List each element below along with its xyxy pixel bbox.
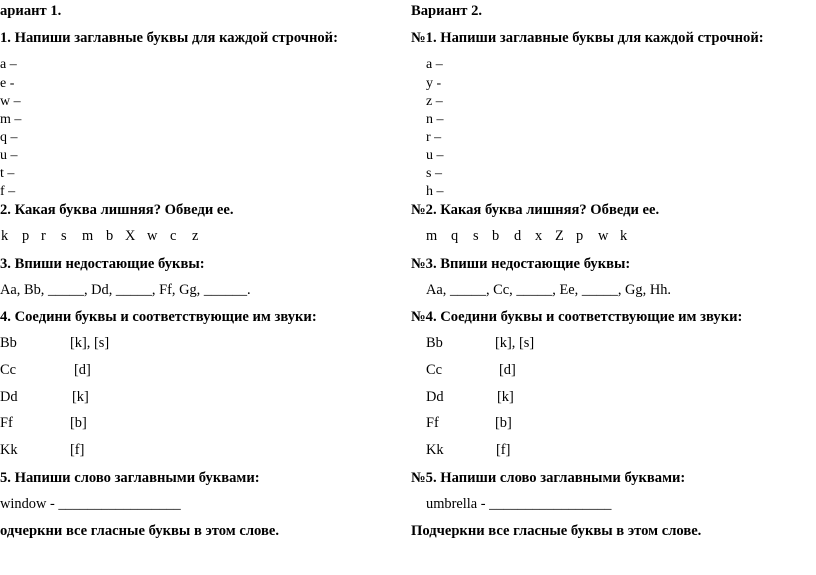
letter-choice: q <box>451 228 459 244</box>
letter-choice: k <box>1 228 9 244</box>
variant-2-match-sound: [b] <box>495 415 512 431</box>
variant-1-underline-instruction: одчеркни все гласные буквы в этом слове. <box>0 523 279 539</box>
variant-1-letter-item: w – <box>0 94 21 109</box>
variant-2-letter-item: a – <box>426 57 443 72</box>
variant-1-letter-item: q – <box>0 130 18 145</box>
variant-2-match-sound: [f] <box>496 442 511 458</box>
letter-choice: x <box>535 228 543 244</box>
letter-choice: s <box>473 228 479 244</box>
letter-choice: m <box>82 228 94 244</box>
variant-1-match-letter: Bb <box>0 335 17 351</box>
variant-1-task-5-heading: 5. Напиши слово заглавными буквами: <box>0 470 260 486</box>
letter-choice: s <box>61 228 67 244</box>
variant-2-letter-item: r – <box>426 130 442 145</box>
variant-2-task-4-heading: №4. Соедини буквы и соответствующие им звуки: <box>411 309 743 325</box>
variant-2-underline-instruction: Подчеркни все гласные буквы в этом слове. <box>411 523 702 539</box>
variant-2-letter-item: n – <box>426 112 444 127</box>
variant-1-letter-item: t – <box>0 166 15 181</box>
variant-1-task-1-heading: 1. Напиши заглавные буквы для каждой строчной: <box>0 30 338 46</box>
variant-2-column <box>411 0 816 575</box>
variant-1-match-sound: [k], [s] <box>70 335 110 351</box>
letter-choice: k <box>620 228 628 244</box>
letter-choice: p <box>576 228 584 244</box>
variant-1-match-sound: [b] <box>70 415 87 431</box>
variant-1-letter-item: u – <box>0 148 18 163</box>
variant-1-letter-item: f – <box>0 184 16 199</box>
letter-choice: m <box>426 228 438 244</box>
letter-choice: d <box>514 228 522 244</box>
letter-choice: w <box>598 228 609 244</box>
letter-choice: Z <box>555 228 564 244</box>
variant-2-match-letter: Cc <box>426 362 442 378</box>
letter-choice: p <box>22 228 30 244</box>
variant-2-task-5-heading: №5. Напиши слово заглавными буквами: <box>411 470 686 486</box>
variant-1-task-3-heading: 3. Впиши недостающие буквы: <box>0 256 205 272</box>
variant-2-task-2-heading: №2. Какая буква лишняя? Обведи ее. <box>411 202 660 218</box>
variant-2-task-1-heading: №1. Напиши заглавные буквы для каждой строчной: <box>411 30 764 46</box>
variant-1-title: ариант 1. <box>0 3 62 19</box>
variant-2-missing-letters-line: Aa, _____, Cc, _____, Ee, _____, Gg, Hh. <box>426 282 672 298</box>
variant-1-task-2-heading: 2. Какая буква лишняя? Обведи ее. <box>0 202 234 218</box>
variant-1-match-letter: Ff <box>0 415 13 431</box>
variant-1-word-line: window - _________________ <box>0 496 181 512</box>
variant-2-title: Вариант 2. <box>411 3 483 19</box>
variant-1-match-sound: [f] <box>70 442 85 458</box>
variant-2-letter-item: z – <box>426 94 443 109</box>
variant-2-match-letter: Dd <box>426 389 444 405</box>
variant-1-match-letter: Dd <box>0 389 18 405</box>
variant-1-letter-item: e - <box>0 76 15 91</box>
variant-2-task-3-heading: №3. Впиши недостающие буквы: <box>411 256 631 272</box>
variant-2-letter-item: y - <box>426 76 442 91</box>
variant-2-match-letter: Ff <box>426 415 439 431</box>
variant-1-letter-item: m – <box>0 112 22 127</box>
letter-choice: b <box>492 228 500 244</box>
variant-2-letter-item: u – <box>426 148 444 163</box>
variant-2-match-sound: [k] <box>497 389 514 405</box>
letter-choice: b <box>106 228 114 244</box>
variant-1-match-sound: [d] <box>74 362 91 378</box>
variant-2-letter-item: h – <box>426 184 444 199</box>
variant-1-match-letter: Kk <box>0 442 18 458</box>
letter-choice: w <box>147 228 158 244</box>
variant-1-match-sound: [k] <box>72 389 89 405</box>
variant-2-letter-item: s – <box>426 166 442 181</box>
variant-2-match-sound: [k], [s] <box>495 335 535 351</box>
letter-choice: c <box>170 228 177 244</box>
variant-2-match-sound: [d] <box>499 362 516 378</box>
variant-1-match-letter: Cc <box>0 362 16 378</box>
letter-choice: z <box>192 228 199 244</box>
variant-2-match-letter: Bb <box>426 335 443 351</box>
variant-2-match-letter: Kk <box>426 442 444 458</box>
letter-choice: r <box>41 228 46 244</box>
variant-1-column <box>0 0 400 575</box>
variant-1-missing-letters-line: Aa, Bb, _____, Dd, _____, Ff, Gg, ______. <box>0 282 251 298</box>
variant-1-task-4-heading: 4. Соедини буквы и соответствующие им звуки: <box>0 309 317 325</box>
variant-1-letter-item: a – <box>0 57 17 72</box>
variant-2-word-line: umbrella - _________________ <box>426 496 612 512</box>
letter-choice: X <box>125 228 136 244</box>
